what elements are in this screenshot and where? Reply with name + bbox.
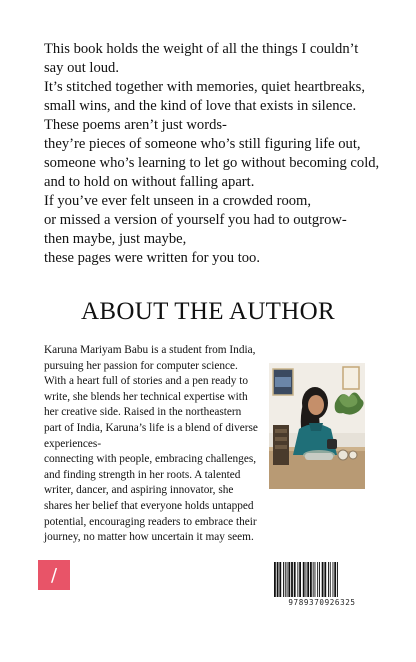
barcode-bar — [294, 562, 296, 597]
bio-line: potential, encouraging readers to embrace their — [44, 515, 257, 528]
publisher-logo — [38, 560, 70, 590]
about-author-heading: ABOUT THE AUTHOR — [81, 298, 335, 325]
bio-line: journey, no matter how uncertain it may seem. — [44, 531, 254, 544]
barcode-bar — [313, 562, 314, 597]
blurb-line: small wins, and the kind of love that exists in silence. — [44, 98, 357, 114]
bio-line: Karuna Mariyam Babu is a student from India, — [44, 344, 256, 356]
barcode-bar — [274, 562, 276, 597]
barcode-bar — [334, 562, 336, 597]
barcode-bar — [328, 562, 329, 597]
barcode-bar — [310, 562, 312, 597]
blurb-line: or missed a version of yourself you had to outgrow- — [44, 212, 347, 228]
bio-line: connecting with people, embracing challenges, — [44, 453, 257, 466]
bio-line: writer, dancer, and aspiring innovator, she — [44, 484, 234, 497]
barcode-bar — [277, 562, 279, 597]
author-bio — [44, 343, 276, 546]
blurb-line: This book holds the weight of all the things I couldn’t — [44, 41, 359, 57]
blurb-line: It’s stitched together with memories, quiet heartbreaks, — [44, 79, 365, 95]
bio-line: write, she blends her technical expertise with — [44, 390, 248, 403]
blurb-line: someone who’s learning to let go without becoming cold, — [44, 155, 380, 171]
bio-line: and finding strength in her roots. A talented — [44, 468, 241, 481]
barcode-bar — [299, 562, 301, 597]
barcode-bar — [333, 562, 334, 597]
blurb-line: and to hold on without falling apart. — [44, 174, 255, 190]
barcode-bar — [319, 562, 320, 597]
barcode-bar — [317, 562, 318, 597]
barcode-bar — [337, 562, 338, 597]
barcode-bar — [307, 562, 309, 597]
barcode-bar — [288, 562, 290, 597]
bio-line: part of India, Karuna’s life is a blend of diverse — [44, 421, 258, 434]
barcode-bar — [324, 562, 326, 597]
blurb-line: If you’ve ever felt unseen in a crowded room, — [44, 193, 312, 209]
blurb-line: These poems aren’t just words- — [44, 117, 227, 133]
barcode-bar — [297, 562, 298, 597]
barcode-bar — [283, 562, 284, 597]
barcode-bar — [330, 562, 331, 597]
barcode-bar — [306, 562, 307, 597]
author-photo — [269, 363, 365, 489]
barcode-bar — [291, 562, 293, 597]
barcode-bar — [303, 562, 305, 597]
isbn-number: 9789370926325 — [288, 598, 356, 607]
barcode-bar — [279, 562, 281, 597]
barcode-bar — [285, 562, 286, 597]
bio-line: pursuing her passion for computer science. — [44, 359, 238, 372]
barcode-bar — [315, 562, 316, 597]
blurb-line: they’re pieces of someone who’s still figuring life out, — [44, 136, 361, 152]
back-cover-blurb — [44, 40, 384, 268]
blurb-line: these pages were written for you too. — [44, 250, 260, 266]
blurb-line: then maybe, just maybe, — [44, 231, 187, 247]
bio-line: experiences- — [44, 437, 102, 450]
bio-line: With a heart full of stories and a pen ready to — [44, 375, 249, 388]
barcode-bar — [287, 562, 288, 597]
author-photo-illustration — [269, 363, 365, 489]
bio-line: shares her belief that everyone holds untapped — [44, 499, 254, 512]
blurb-line: say out loud. — [44, 60, 119, 76]
bio-line: her creative side. Raised in the northeastern — [44, 406, 242, 419]
barcode-bar — [322, 562, 324, 597]
publisher-logo-glyph: / — [50, 564, 58, 586]
